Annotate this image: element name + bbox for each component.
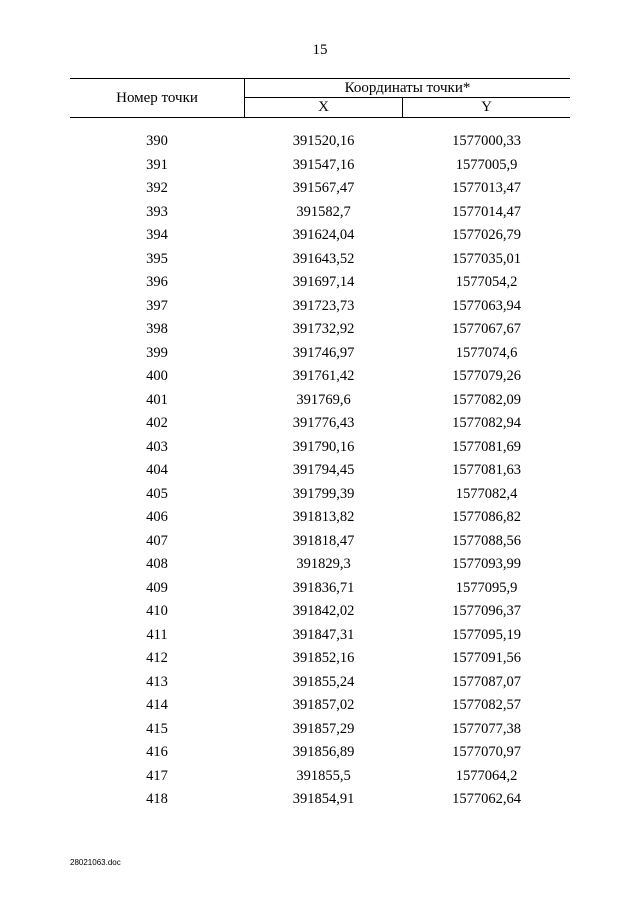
header-y: Y: [481, 99, 492, 115]
point-number-cell: 408: [146, 556, 168, 572]
point-number-cell: 418: [146, 791, 168, 807]
point-number-cell: 397: [146, 297, 168, 314]
point-number-cell: 409: [146, 579, 168, 596]
table-row: [70, 624, 570, 648]
table-row: [70, 483, 570, 507]
point-number-cell: 417: [146, 767, 168, 784]
y-coordinate-cell: 1577081,69: [452, 438, 521, 455]
table-row: [70, 506, 570, 530]
y-coordinate-cell: 1577081,63: [452, 462, 521, 478]
point-number-cell: 413: [146, 673, 168, 690]
table-row: [70, 342, 570, 366]
table-row: [70, 436, 570, 460]
table-row: [70, 295, 570, 319]
point-number-cell: 398: [146, 321, 168, 337]
x-coordinate-cell: 391723,73: [292, 297, 355, 314]
x-coordinate-cell: 391761,42: [292, 368, 355, 384]
x-coordinate-cell: 391776,43: [292, 415, 355, 431]
x-coordinate-cell: 391567,47: [292, 180, 355, 196]
point-number-cell: 399: [146, 344, 168, 361]
y-coordinate-cell: 1577088,56: [452, 532, 521, 549]
table-row: [70, 318, 570, 342]
header-x: X: [245, 98, 403, 117]
x-coordinate-cell: 391697,14: [292, 274, 355, 290]
header-point-number: Номер точки: [70, 79, 245, 117]
table-row: [70, 718, 570, 742]
x-coordinate-cell: 391836,71: [292, 579, 355, 596]
table-row: [70, 741, 570, 765]
x-coordinate-cell: 391829,3: [296, 556, 351, 572]
y-coordinate-cell: 1577013,47: [452, 180, 521, 196]
y-coordinate-cell: 1577063,94: [452, 297, 521, 314]
y-coordinate-cell: 1577064,2: [455, 767, 518, 784]
x-coordinate-cell: 391582,7: [296, 203, 351, 220]
x-coordinate-cell: 391547,16: [292, 156, 355, 173]
table-row: [70, 365, 570, 389]
point-number-cell: 391: [146, 156, 168, 173]
y-coordinate-cell: 1577095,19: [452, 626, 521, 643]
table-row: [70, 530, 570, 554]
point-number-cell: 400: [146, 368, 168, 384]
x-coordinate-cell: 391856,89: [292, 744, 355, 760]
table-row: [70, 553, 570, 577]
table-body: [70, 130, 570, 812]
x-coordinate-cell: 391813,82: [292, 509, 355, 525]
point-number-cell: 416: [146, 744, 168, 760]
table-row: [70, 154, 570, 178]
y-coordinate-cell: 1577079,26: [452, 368, 521, 384]
point-number-cell: 414: [146, 697, 168, 713]
x-coordinate-cell: 391799,39: [292, 485, 355, 502]
x-coordinate-cell: 391847,31: [292, 626, 355, 643]
y-coordinate-cell: 1577070,97: [452, 744, 521, 760]
point-number-cell: 396: [146, 274, 168, 290]
y-coordinate-cell: 1577093,99: [452, 556, 521, 572]
point-number-cell: 406: [146, 509, 168, 525]
x-coordinate-cell: 391746,97: [292, 344, 355, 361]
y-coordinate-cell: 1577095,9: [455, 579, 518, 596]
table-row: [70, 577, 570, 601]
y-coordinate-cell: 1577082,94: [452, 415, 521, 431]
point-number-cell: 411: [146, 626, 168, 643]
table-header: [70, 78, 570, 118]
x-coordinate-cell: 391818,47: [292, 532, 355, 549]
point-number-cell: 392: [146, 180, 168, 196]
table-row: [70, 224, 570, 248]
y-coordinate-cell: 1577086,82: [452, 509, 521, 525]
y-coordinate-cell: 1577096,37: [452, 603, 521, 619]
x-coordinate-cell: 391852,16: [292, 650, 355, 666]
point-number-cell: 394: [146, 227, 168, 243]
y-coordinate-cell: 1577074,6: [455, 344, 518, 361]
y-coordinate-cell: 1577082,09: [452, 391, 521, 408]
point-number-cell: 410: [146, 603, 168, 619]
page-number: 15: [312, 42, 328, 58]
x-coordinate-cell: 391855,24: [292, 673, 355, 690]
point-number-cell: 401: [146, 391, 168, 408]
x-coordinate-cell: 391790,16: [292, 438, 355, 455]
y-coordinate-cell: 1577067,67: [452, 321, 521, 337]
y-coordinate-cell: 1577091,56: [452, 650, 521, 666]
table-row: [70, 788, 570, 812]
point-number-cell: 415: [146, 720, 168, 737]
y-coordinate-cell: 1577082,57: [452, 697, 521, 713]
table-row: [70, 459, 570, 483]
x-coordinate-cell: 391854,91: [292, 791, 355, 807]
x-coordinate-cell: 391520,16: [292, 133, 355, 149]
point-number-cell: 390: [146, 133, 168, 149]
x-coordinate-cell: 391732,92: [292, 321, 355, 337]
y-coordinate-cell: 1577054,2: [455, 274, 518, 290]
x-coordinate-cell: 391842,02: [292, 603, 355, 619]
table-row: [70, 248, 570, 272]
y-coordinate-cell: 1577035,01: [452, 250, 521, 267]
x-coordinate-cell: 391857,29: [292, 720, 355, 737]
x-coordinate-cell: 391643,52: [292, 250, 355, 267]
table-row: [70, 412, 570, 436]
x-coordinate-cell: 391769,6: [296, 391, 351, 408]
point-number-cell: 395: [146, 250, 168, 267]
table-row: [70, 671, 570, 695]
table-row: [70, 271, 570, 295]
point-number-cell: 402: [146, 415, 168, 431]
y-coordinate-cell: 1577082,4: [455, 485, 518, 502]
y-coordinate-cell: 1577005,9: [455, 156, 518, 173]
x-coordinate-cell: 391794,45: [292, 462, 355, 478]
x-coordinate-cell: 391857,02: [292, 697, 355, 713]
y-coordinate-cell: 1577000,33: [452, 133, 521, 149]
table-row: [70, 600, 570, 624]
table-row: [70, 647, 570, 671]
point-number-cell: 404: [146, 462, 168, 478]
table-row: [70, 130, 570, 154]
y-coordinate-cell: 1577077,38: [452, 720, 521, 737]
point-number-cell: 403: [146, 438, 168, 455]
point-number-cell: 393: [146, 203, 168, 220]
y-coordinate-cell: 1577026,79: [452, 227, 521, 243]
table-row: [70, 694, 570, 718]
x-coordinate-cell: 391855,5: [296, 767, 351, 784]
y-coordinate-cell: 1577062,64: [452, 791, 521, 807]
y-coordinate-cell: 1577087,07: [452, 673, 521, 690]
table-row: [70, 389, 570, 413]
x-coordinate-cell: 391624,04: [292, 227, 355, 243]
footer-filename: 28021063.doc: [70, 858, 121, 867]
point-number-cell: 405: [146, 485, 168, 502]
y-coordinate-cell: 1577014,47: [452, 203, 521, 220]
table-row: [70, 765, 570, 789]
table-row: [70, 201, 570, 225]
header-coordinates: Координаты точки*: [245, 79, 570, 98]
point-number-cell: 407: [146, 532, 168, 549]
point-number-cell: 412: [146, 650, 168, 666]
table-row: [70, 177, 570, 201]
